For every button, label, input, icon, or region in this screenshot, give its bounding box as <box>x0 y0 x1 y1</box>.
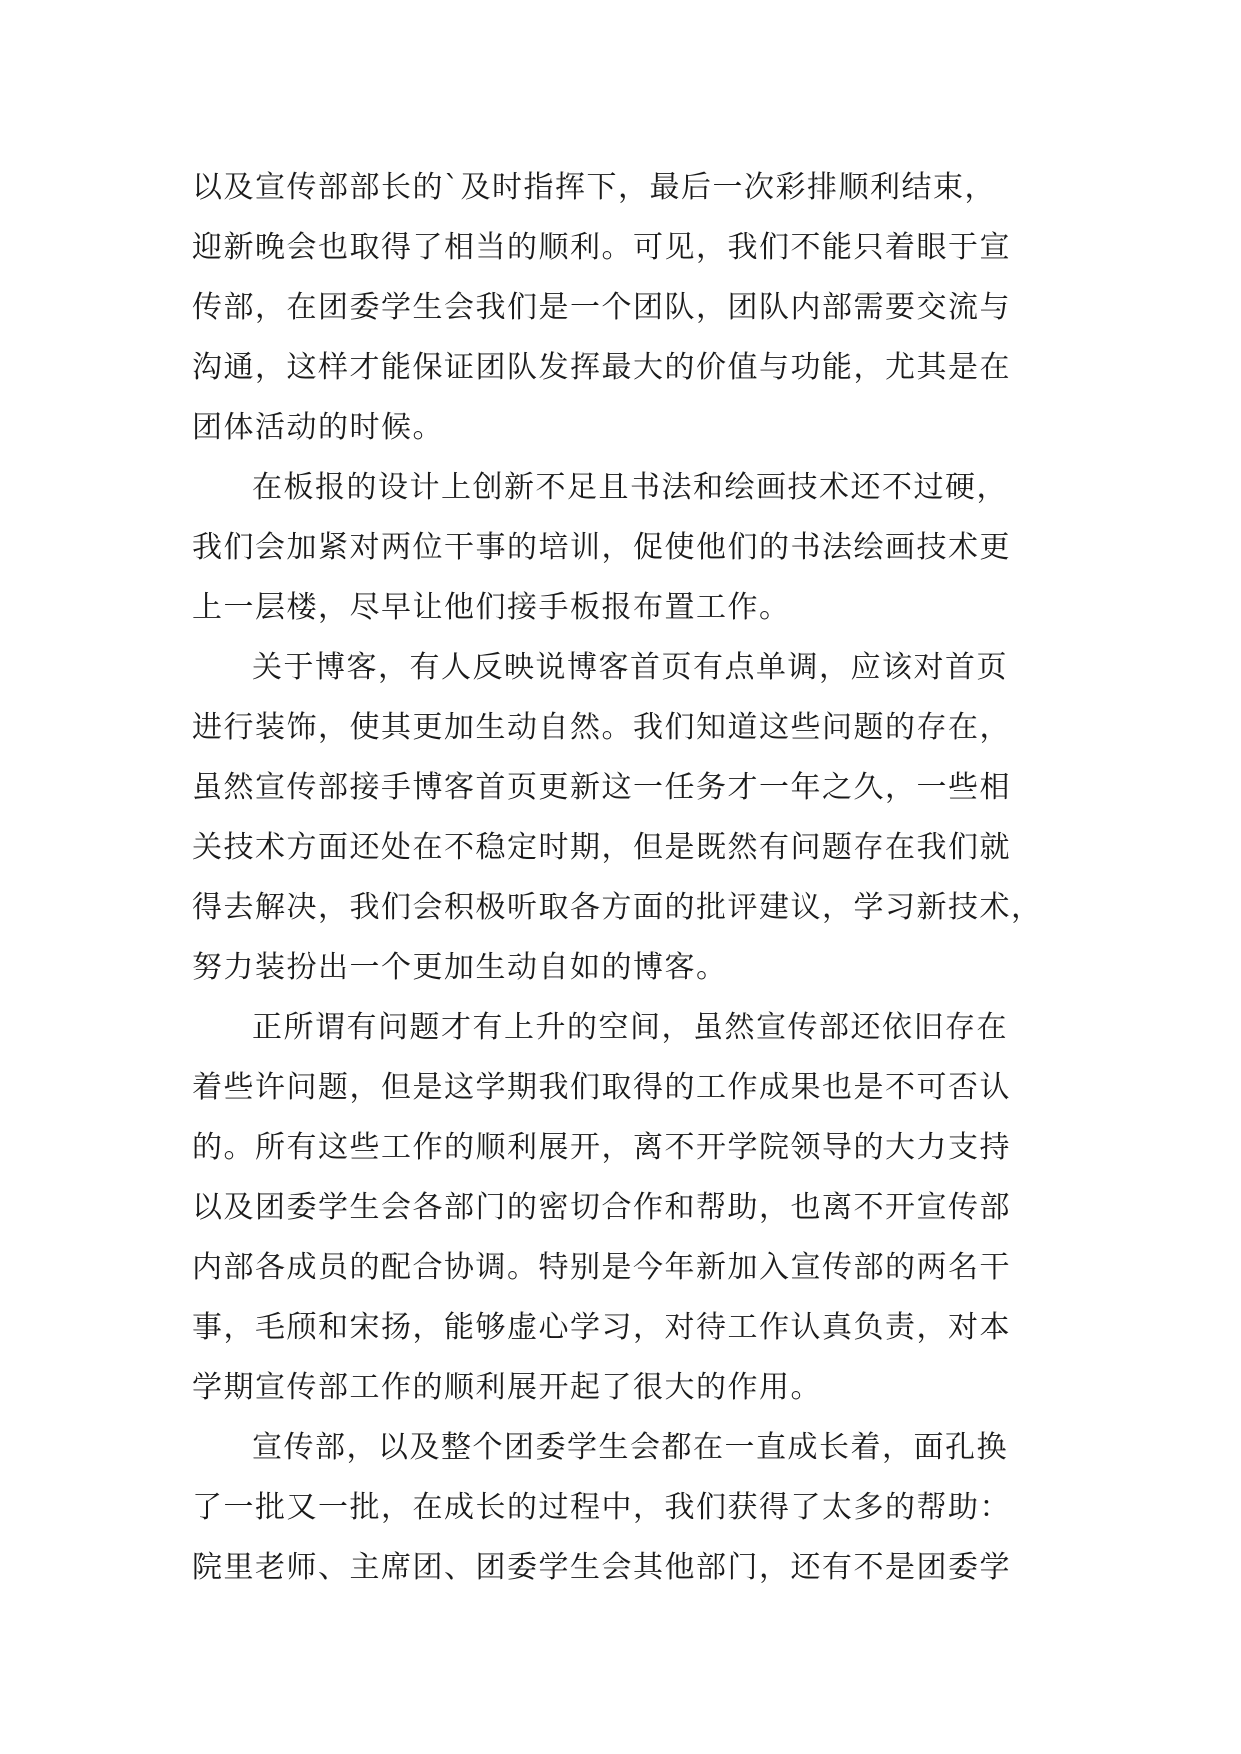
text-line: 迎新晚会也取得了相当的顺利。可见，我们不能只着眼于宣 <box>192 230 1011 265</box>
text-line: 传部，在团委学生会我们是一个团队，团队内部需要交流与 <box>192 290 1011 325</box>
text-line: 团体活动的时候。 <box>192 410 444 445</box>
text-line: 以及团委学生会各部门的密切合作和帮助，也离不开宣传部 <box>192 1190 1011 1225</box>
paragraph-first-line: 关于博客，有人反映说博客首页有点单调，应该对首页 <box>252 650 1008 685</box>
text-line: 进行装饰，使其更加生动自然。我们知道这些问题的存在， <box>192 710 1011 745</box>
text-line: 内部各成员的配合协调。特别是今年新加入宣传部的两名干 <box>192 1250 1011 1285</box>
text-line: 虽然宣传部接手博客首页更新这一任务才一年之久，一些相 <box>192 770 1011 805</box>
text-line: 上一层楼，尽早让他们接手板报布置工作。 <box>192 590 791 625</box>
text-line: 我们会加紧对两位干事的培训，促使他们的书法绘画技术更 <box>192 530 1011 565</box>
paragraph-first-line: 正所谓有问题才有上升的空间，虽然宣传部还依旧存在 <box>252 1010 1008 1045</box>
paragraph-first-line: 在板报的设计上创新不足且书法和绘画技术还不过硬， <box>252 470 1008 505</box>
text-line: 事，毛颀和宋扬，能够虚心学习，对待工作认真负责，对本 <box>192 1310 1011 1345</box>
text-line: 以及宣传部部长的`及时指挥下，最后一次彩排顺利结束， <box>192 170 996 205</box>
text-line: 关技术方面还处在不稳定时期，但是既然有问题存在我们就 <box>192 830 1011 865</box>
text-line: 沟通，这样才能保证团队发挥最大的价值与功能，尤其是在 <box>192 350 1011 385</box>
text-line: 了一批又一批，在成长的过程中，我们获得了太多的帮助： <box>192 1490 1011 1525</box>
paragraph-first-line: 宣传部，以及整个团委学生会都在一直成长着，面孔换 <box>252 1430 1008 1465</box>
text-line: 努力装扮出一个更加生动自如的博客。 <box>192 950 728 985</box>
text-line: 得去解决，我们会积极听取各方面的批评建议，学习新技术， <box>192 890 1043 925</box>
text-line: 的。所有这些工作的顺利展开，离不开学院领导的大力支持 <box>192 1130 1011 1165</box>
body-text <box>192 158 1072 1598</box>
text-line: 院里老师、主席团、团委学生会其他部门，还有不是团委学 <box>192 1550 1011 1585</box>
text-line: 着些许问题，但是这学期我们取得的工作成果也是不可否认 <box>192 1070 1011 1105</box>
text-line: 学期宣传部工作的顺利展开起了很大的作用。 <box>192 1370 822 1405</box>
